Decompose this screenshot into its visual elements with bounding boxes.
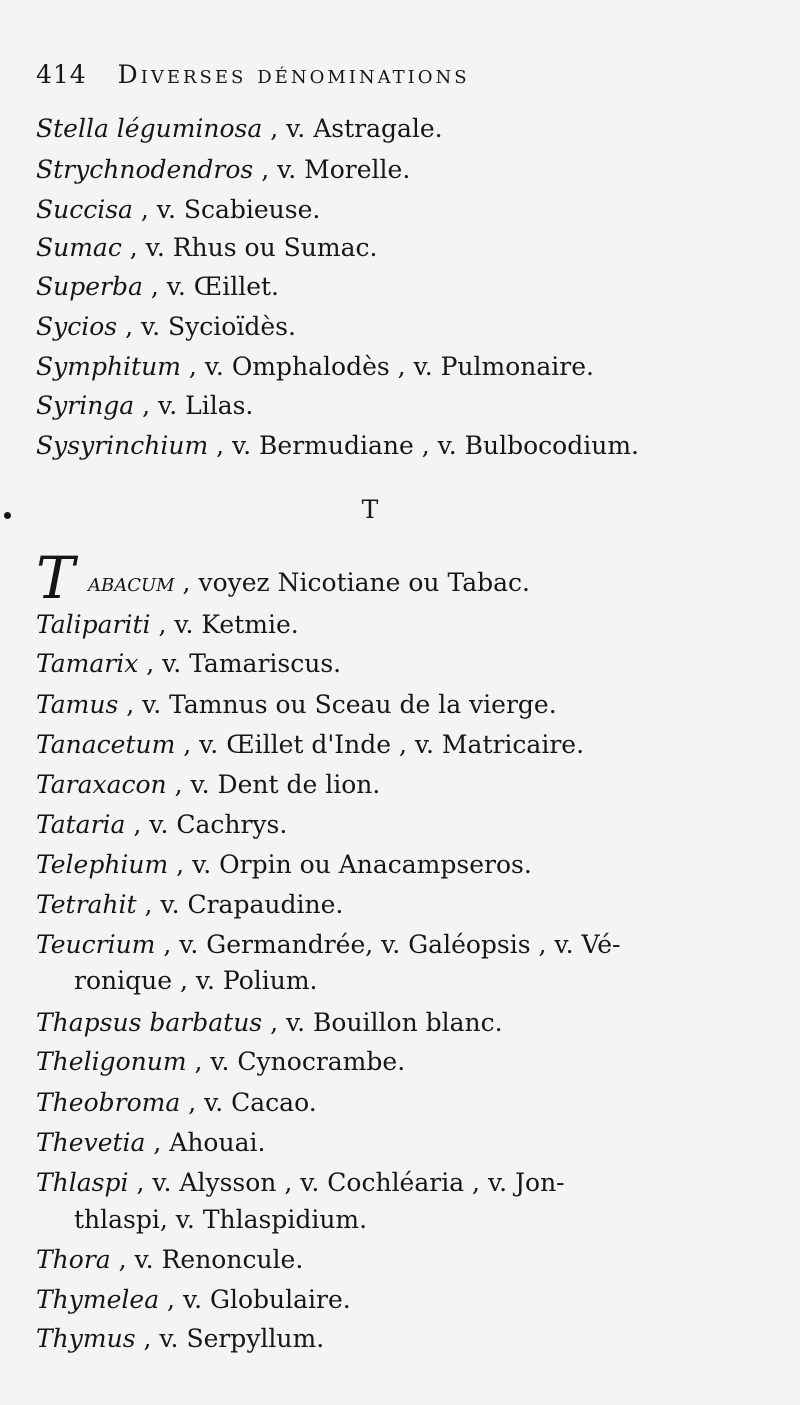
- entry-reference: , v. Cachrys.: [125, 810, 288, 839]
- entry-term: Syringa: [36, 391, 135, 420]
- entry-term: Thora: [36, 1245, 111, 1274]
- entry: [88, 568, 530, 598]
- entry-term: Sycios: [36, 312, 118, 341]
- entry-term: Symphitum: [36, 352, 181, 381]
- entry-reference: , v. Tamariscus.: [138, 649, 342, 678]
- entry: [36, 890, 343, 920]
- entry: [36, 114, 443, 144]
- entry-term: Theligonum: [36, 1047, 187, 1076]
- entry-term: Teucrium: [36, 930, 156, 959]
- entry: [36, 649, 341, 679]
- running-header: [36, 60, 636, 89]
- entry-reference: , v. Astragale.: [262, 114, 443, 143]
- entry-reference: , v. Globulaire.: [159, 1285, 351, 1314]
- entry-reference: , v. Omphalodès , v. Pulmonaire.: [180, 352, 594, 381]
- entry-reference: , v. Cacao.: [180, 1088, 317, 1117]
- entry: [36, 1088, 317, 1118]
- entry-term: Succisa: [36, 195, 133, 224]
- entry: [36, 1128, 265, 1158]
- entry-reference: ronique , v. Polium.: [74, 966, 318, 995]
- entry: [36, 850, 532, 880]
- page-number: 414: [36, 60, 87, 89]
- entry-reference: thlaspi, v. Thlaspidium.: [74, 1205, 368, 1234]
- entry: [36, 1047, 405, 1077]
- entry-term: Tataria: [36, 810, 126, 839]
- entry-reference: , v. Bouillon blanc.: [262, 1008, 503, 1037]
- entry-reference: , v. Sycioïdès.: [117, 312, 296, 341]
- drop-cap: T: [36, 544, 75, 612]
- entry-reference: , v. Serpyllum.: [135, 1324, 325, 1353]
- entry-continuation: [74, 1205, 367, 1235]
- entry-term: Strychnodendros: [36, 155, 254, 184]
- running-title: Diverses dénominations: [117, 60, 470, 89]
- entry: [36, 930, 620, 960]
- entry-reference: , v. Germandrée, v. Galéopsis , v. Vé-: [155, 930, 621, 959]
- entry-reference: , v. Tamnus ou Sceau de la vierge.: [118, 690, 557, 719]
- entry-reference: , v. Scabieuse.: [132, 195, 321, 224]
- entry-reference: , v. Ketmie.: [150, 610, 299, 639]
- entry-reference: , v. Dent de lion.: [166, 770, 381, 799]
- entry: [36, 770, 380, 800]
- entry-reference: , Ahouai.: [145, 1128, 266, 1157]
- entry-term: Stella léguminosa: [36, 114, 263, 143]
- entry-reference: , v. Cynocrambe.: [186, 1047, 406, 1076]
- entry-reference: , v. Lilas.: [134, 391, 254, 420]
- entry-reference: , v. Alysson , v. Cochléaria , v. Jon-: [128, 1168, 565, 1197]
- entry-reference: , v. Bermudiane , v. Bulbocodium.: [208, 431, 639, 460]
- entry: [36, 312, 296, 342]
- entry: [36, 610, 299, 640]
- entry: [36, 690, 557, 720]
- entry-term: Talipariti: [36, 610, 151, 639]
- entry-term: Tamus: [36, 690, 119, 719]
- entry: [36, 1245, 303, 1275]
- entry: [36, 155, 410, 185]
- entry-term: Tetrahit: [36, 890, 137, 919]
- entry: [36, 195, 320, 225]
- entry: [36, 1008, 503, 1038]
- entry: [36, 810, 287, 840]
- entry-reference: , v. Morelle.: [253, 155, 411, 184]
- entry-term: Tanacetum: [36, 730, 176, 759]
- entry-term: Taraxacon: [36, 770, 167, 799]
- entry-reference: , v. Renoncule.: [110, 1245, 304, 1274]
- entry: [36, 352, 594, 382]
- entry: [36, 1324, 324, 1354]
- entry-term: Thevetia: [36, 1128, 146, 1157]
- entry-term: Telephium: [36, 850, 169, 879]
- entry: [36, 233, 377, 263]
- entry: [36, 1168, 565, 1198]
- entry-reference: , v. Œillet.: [142, 272, 279, 301]
- entry-term: Sysyrinchium: [36, 431, 209, 460]
- entry: [36, 391, 253, 421]
- entry-term: Sumac: [36, 233, 122, 262]
- entry: [36, 431, 639, 461]
- entry-continuation: [74, 966, 318, 996]
- entry-reference: , v. Œillet d'Inde , v. Matricaire.: [175, 730, 585, 759]
- entry-reference: , v. Rhus ou Sumac.: [121, 233, 378, 262]
- entry-term: Thymelea: [36, 1285, 160, 1314]
- entry-term: Theobroma: [36, 1088, 181, 1117]
- entry: [36, 730, 584, 760]
- entry: [36, 1285, 351, 1315]
- entry-reference: , voyez Nicotiane ou Tabac.: [174, 568, 530, 597]
- entry-term: Thymus: [36, 1324, 136, 1353]
- entry-term: Tamarix: [36, 649, 139, 678]
- entry-term: Superba: [36, 272, 143, 301]
- entry-reference: , v. Crapaudine.: [136, 890, 344, 919]
- entry-term: Thlaspi: [36, 1168, 129, 1197]
- entry-term: abacum: [88, 568, 175, 597]
- entry-reference: , v. Orpin ou Anacampseros.: [168, 850, 532, 879]
- entry: [36, 272, 279, 302]
- section-letter: T: [361, 495, 379, 524]
- entry-term: Thapsus barbatus: [36, 1008, 263, 1037]
